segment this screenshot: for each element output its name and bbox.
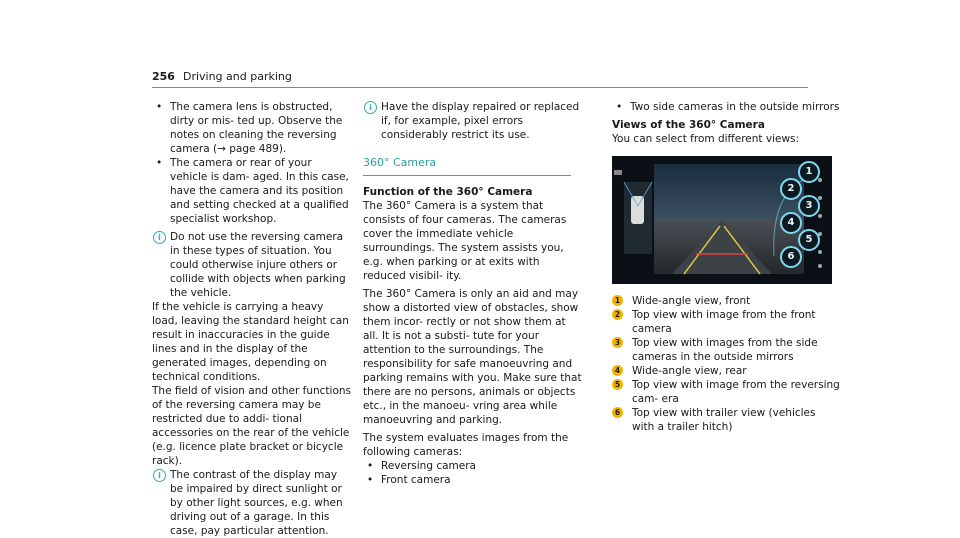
- note: i Have the display repaired or replaced if, for example, pixel errors considerably restrict its use.: [363, 100, 583, 142]
- figure-badge: 4: [780, 212, 802, 234]
- paragraph: The 360° Camera is a system that consists of four cameras. The cameras cover the immediate vehicle surroundings. The system assists you, e.g. when parking or at exits with reduced visibil- ity.: [363, 200, 567, 282]
- list-item: • Front camera: [367, 474, 451, 486]
- list-item: • The camera lens is obstructed, dirty or mis- ted up. Observe the notes on cleaning the reversing camera (→ page 489).: [156, 101, 343, 155]
- header-rule: [152, 87, 808, 88]
- figure-badge: 5: [798, 229, 820, 251]
- intro-text: You can select from different views:: [612, 133, 800, 145]
- column-2: [363, 100, 583, 487]
- column-1: [152, 100, 352, 538]
- list-item: 1 Wide-angle view, front: [612, 294, 840, 308]
- figure-badge: 3: [798, 195, 820, 217]
- list-item: • The camera or rear of your vehicle is dam- aged. In this case, have the camera and its position and setting checked at a qualified specialist workshop.: [156, 157, 349, 225]
- camera-view-figure: [612, 156, 832, 284]
- list-item: • Reversing camera: [367, 460, 476, 472]
- sub-heading: Views of the 360° Camera: [612, 119, 765, 131]
- column-3: [612, 100, 840, 434]
- list-item: 2 Top view with image from the front camera: [612, 308, 840, 336]
- page-title: Driving and parking: [182, 70, 292, 83]
- sub-heading: Function of the 360° Camera: [363, 186, 533, 198]
- list-item: 5 Top view with image from the reversing cam- era: [612, 378, 840, 406]
- info-icon: i: [153, 469, 166, 482]
- figure-badge: 2: [780, 178, 802, 200]
- list-item: 3 Top view with images from the side cameras in the outside mirrors: [612, 336, 840, 364]
- page-number: 256: [152, 70, 175, 83]
- note: i The contrast of the display may be impaired by direct sunlight or by other light sources, e.g. when driving out of a garage. In this case, pay particular attention.: [152, 468, 352, 538]
- section-rule: [363, 175, 571, 176]
- note: i Do not use the reversing camera in these types of situation. You could otherwise injure others or collide with objects when parking the vehicle.: [152, 230, 352, 300]
- list-item: • Two side cameras in the outside mirrors: [616, 101, 840, 113]
- section-title: 360° Camera: [363, 156, 437, 169]
- list-item: 4 Wide-angle view, rear: [612, 364, 840, 378]
- paragraph: The system evaluates images from the following cameras:: [363, 432, 569, 458]
- paragraph: The field of vision and other functions of the reversing camera may be restricted due to addi- tional accessories on the rear of the vehicle (e.g. licence plate bracket or bicycle rack).: [152, 385, 352, 467]
- figure-badge: 6: [780, 246, 802, 268]
- paragraph: The 360° Camera is only an aid and may show a distorted view of obstacles, show them incor- rectly or not show them at all. It is not a substi- tute for your attention to the surroundings. The responsibility for safe manoeuvring and parking remains with you. Make sure that there are no persons, animals or objects etc., in the manoeu- vring area while manoeuvring and parking.: [363, 288, 582, 426]
- list-item: 6 Top view with trailer view (vehicles with a trailer hitch): [612, 406, 840, 434]
- info-icon: i: [153, 231, 166, 244]
- page-header: [152, 70, 292, 83]
- figure-badge: 1: [798, 161, 820, 183]
- paragraph: If the vehicle is carrying a heavy load, leaving the standard height can result in inaccuracies in the guide lines and in the display of the generated images, depending on technical conditions.: [152, 301, 349, 383]
- info-icon: i: [364, 101, 377, 114]
